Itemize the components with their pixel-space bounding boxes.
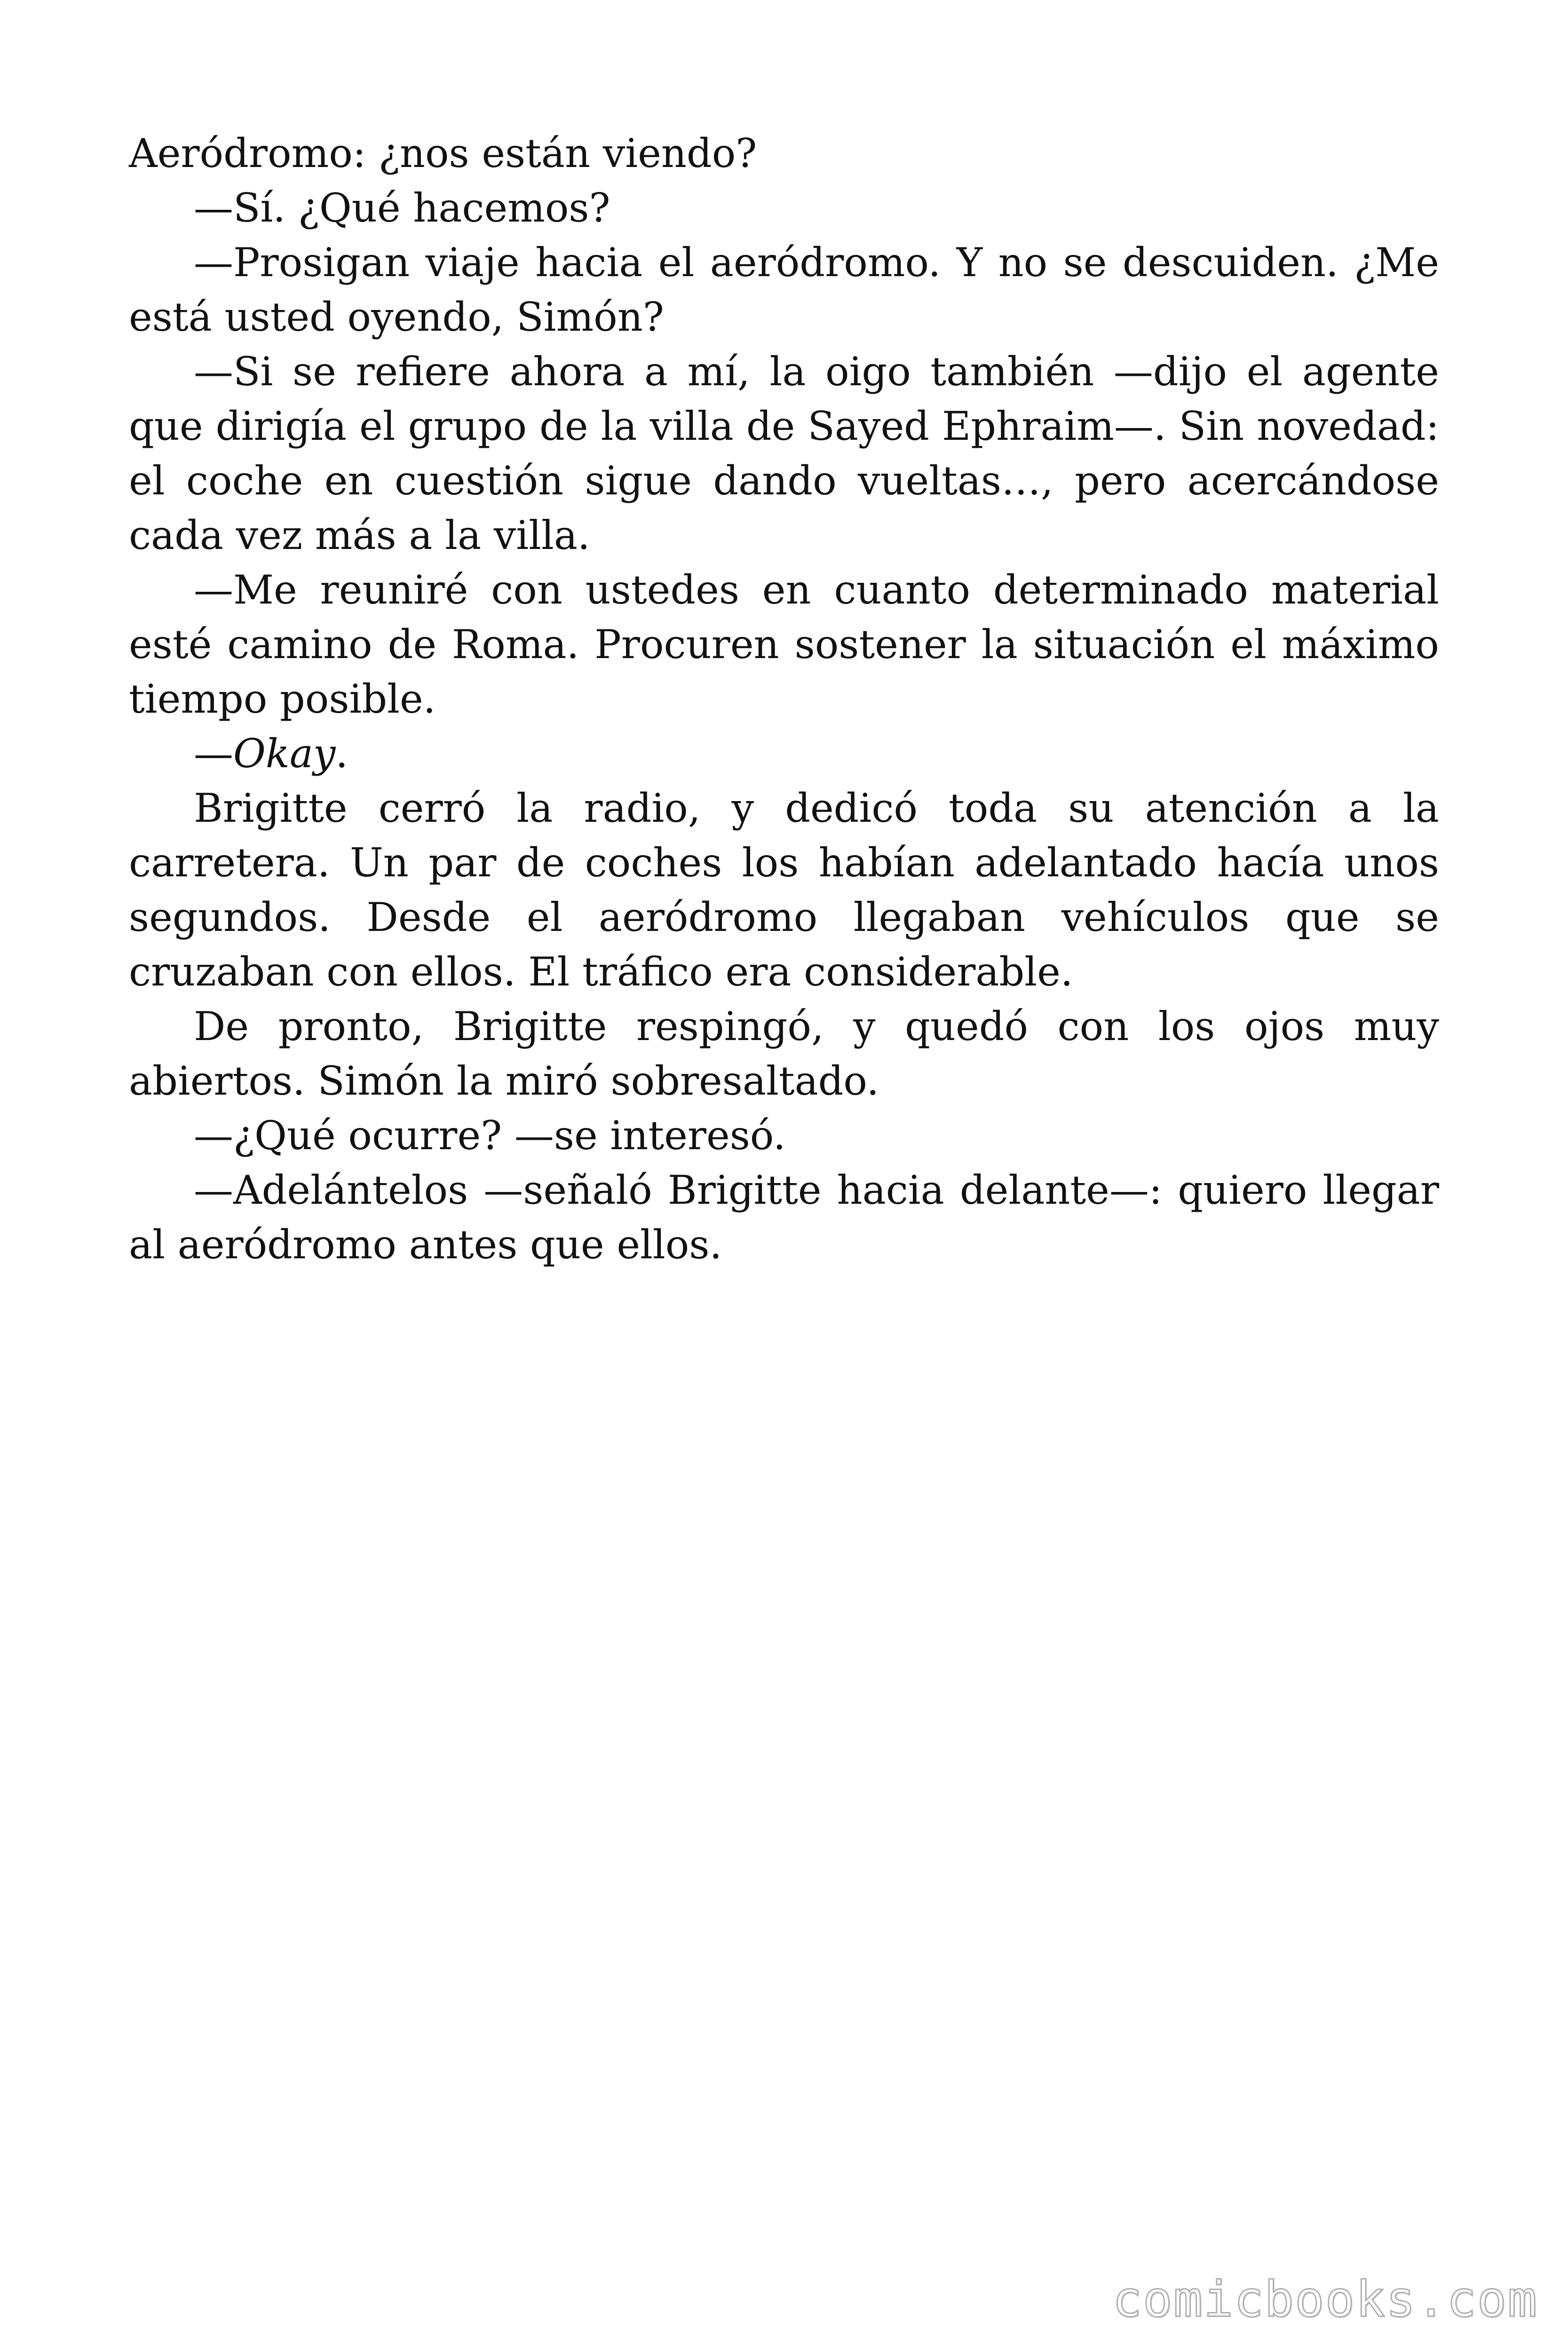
paragraph xyxy=(129,344,1439,563)
italic-text-segment: Okay xyxy=(233,731,336,777)
text-segment: —Prosigan viaje hacia el aeródromo. Y no se descuiden. ¿Me está usted oyendo, Simón? xyxy=(129,239,1439,340)
text-segment: —Sí. ¿Qué hacemos? xyxy=(194,185,610,231)
paragraph xyxy=(129,563,1439,726)
paragraph xyxy=(129,1163,1439,1272)
text-segment: De pronto, Brigitte respingó, y quedó con los ojos muy abiertos. Simón la miró sobresaltado. xyxy=(129,1003,1439,1104)
paragraph xyxy=(129,235,1439,344)
paragraph xyxy=(129,999,1439,1108)
text-segment: Aeródromo: ¿nos están viendo? xyxy=(129,130,757,176)
paragraph xyxy=(129,181,1439,235)
paragraph xyxy=(129,781,1439,999)
paragraph xyxy=(129,726,1439,781)
text-segment: . xyxy=(335,731,348,777)
text-segment: —Adelántelos —señaló Brigitte hacia delante—: quiero llegar al aeródromo antes que ellos. xyxy=(129,1167,1439,1268)
text-segment: Brigitte cerró la radio, y dedicó toda su atención a la carretera. Un par de coches los habían adelantado hacía unos segundos. Desde el aeródromo llegaban vehículos que se cruzaban con ellos. El tráfico era considerable. xyxy=(129,785,1439,995)
paragraph xyxy=(129,1108,1439,1163)
text-segment: —¿Qué ocurre? —se interesó. xyxy=(194,1112,786,1159)
watermark: comicbooks.com xyxy=(1112,2271,1538,2328)
text-segment: —Si se refiere ahora a mí, la oigo también —dijo el agente que dirigía el grupo de la villa de Sayed Ephraim—. Sin novedad: el coche en cuestión sigue dando vueltas…, pero acercándose cada vez más a la villa. xyxy=(129,349,1439,558)
text-segment: — xyxy=(194,731,233,777)
paragraph xyxy=(129,126,1439,181)
page-text xyxy=(129,126,1439,1272)
text-segment: —Me reuniré con ustedes en cuanto determinado material esté camino de Roma. Procuren sostener la situación el máximo tiempo posible. xyxy=(129,567,1439,722)
